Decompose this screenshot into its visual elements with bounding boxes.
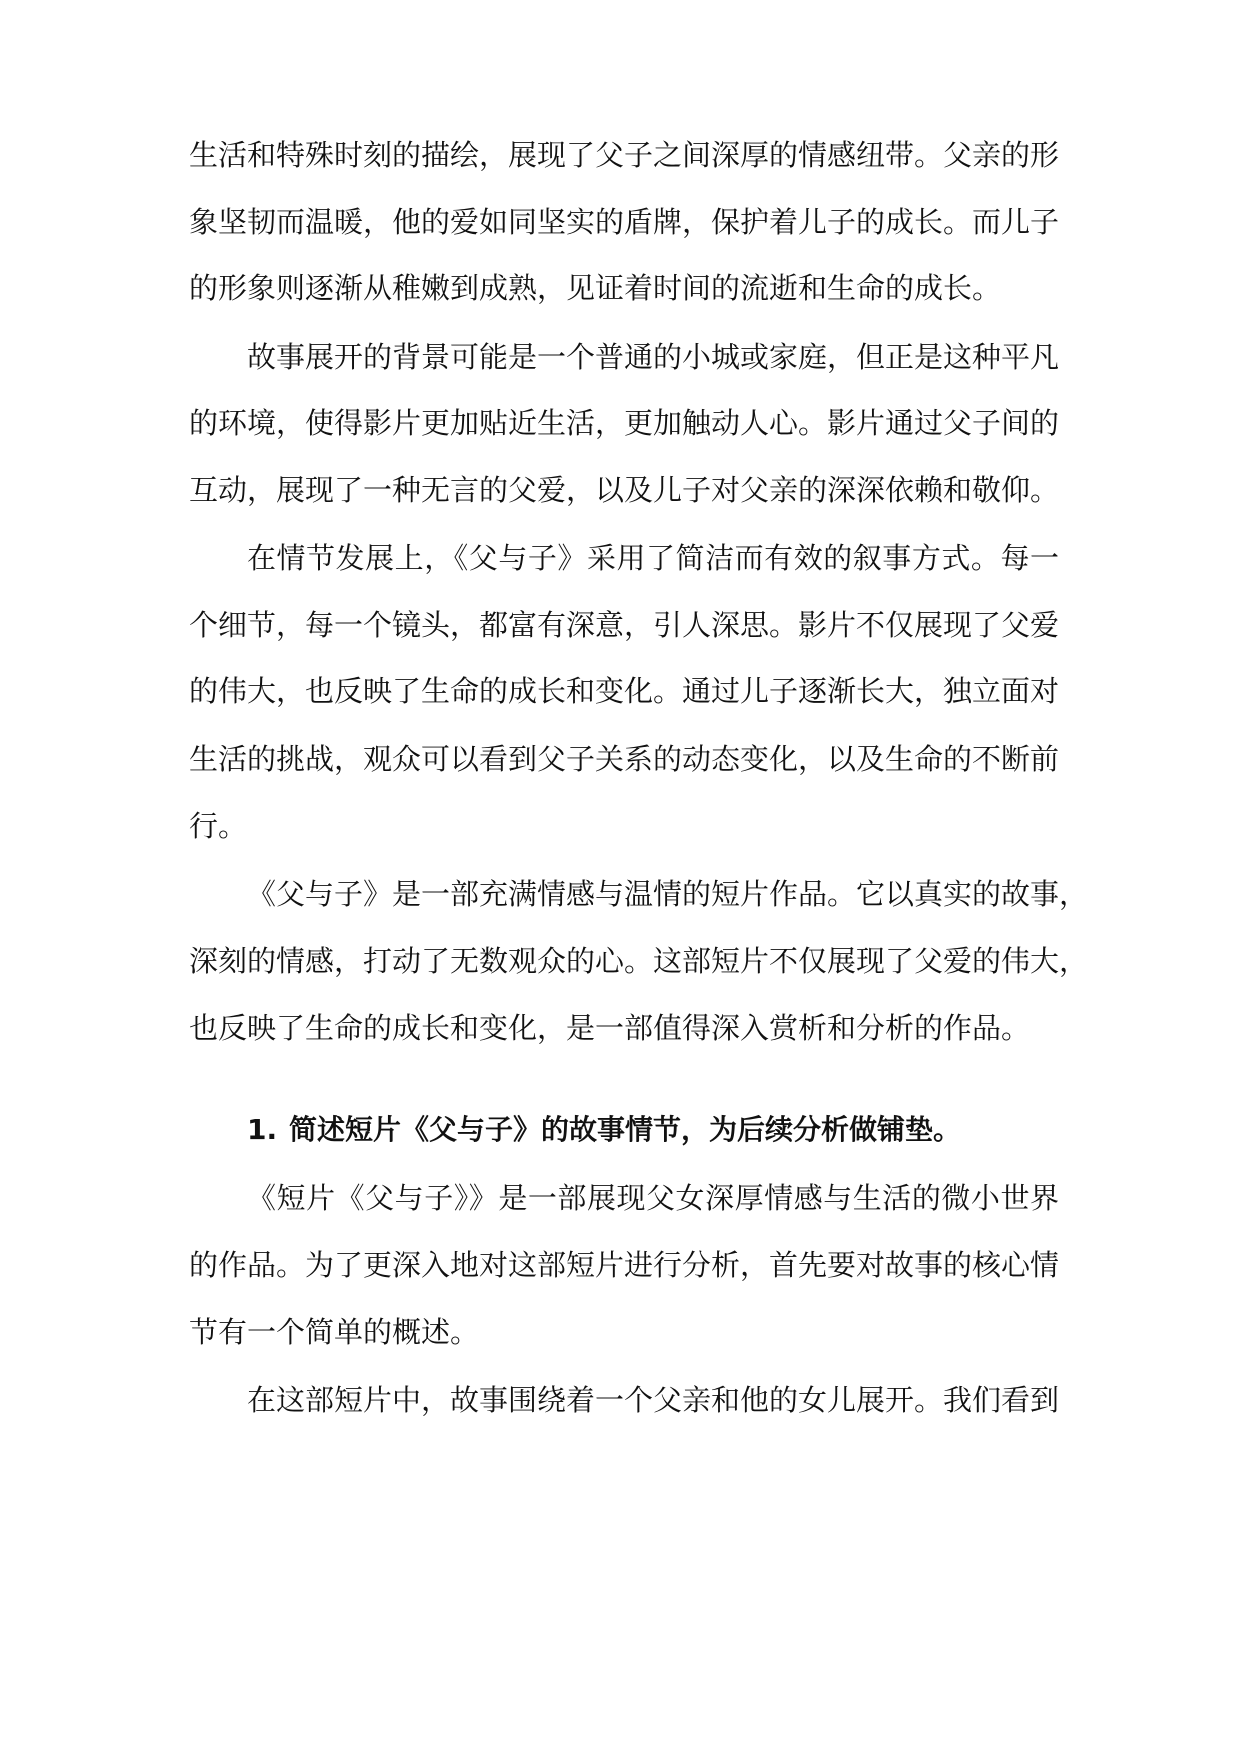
paragraph-line: 也反映了生命的成长和变化，是一部值得深入赏析和分析的作品。 [189, 1011, 1031, 1045]
paragraph-line: 的形象则逐渐从稚嫩到成熟，见证着时间的流逝和生命的成长。 [189, 271, 1002, 305]
paragraph-line: 在情节发展上，《父与子》采用了简洁而有效的叙事方式。每一 [247, 541, 1059, 575]
paragraph-line: 的伟大，也反映了生命的成长和变化。通过儿子逐渐长大，独立面对 [189, 674, 1060, 708]
paragraph-line: 《短片《父与子》》是一部展现父女深厚情感与生活的微小世界 [247, 1181, 1059, 1215]
paragraph-line: 生活的挑战，观众可以看到父子关系的动态变化，以及生命的不断前 [189, 742, 1060, 776]
paragraph-line: 在这部短片中，故事围绕着一个父亲和他的女儿展开。我们看到 [247, 1383, 1060, 1417]
section-title: 简述短片《父与子》的故事情节，为后续分析做铺垫。 [289, 1113, 962, 1146]
paragraph-line: 个细节，每一个镜头，都富有深意，引人深思。影片不仅展现了父爱 [189, 608, 1060, 642]
paragraph-line: 深刻的情感，打动了无数观众的心。这部短片不仅展现了父爱的伟大， [189, 944, 1089, 978]
paragraph-line: 行。 [189, 809, 248, 843]
paragraph-line: 生活和特殊时刻的描绘，展现了父子之间深厚的情感纽带。父亲的形 [189, 138, 1060, 172]
paragraph-line: 故事展开的背景可能是一个普通的小城或家庭，但正是这种平凡 [247, 340, 1060, 374]
paragraph-line: 互动，展现了一种无言的父爱，以及儿子对父亲的深深依赖和敬仰。 [189, 473, 1060, 507]
paragraph-line: 节有一个简单的概述。 [189, 1315, 480, 1349]
section-heading [247, 1110, 1059, 1150]
paragraph-line: 《父与子》是一部充满情感与温情的短片作品。它以真实的故事， [247, 877, 1089, 911]
paragraph-line: 的作品。为了更深入地对这部短片进行分析，首先要对故事的核心情 [189, 1248, 1060, 1282]
paragraph-line: 的环境，使得影片更加贴近生活，更加触动人心。影片通过父子间的 [189, 406, 1060, 440]
section-number: 1. [247, 1113, 278, 1146]
paragraph-line: 象坚韧而温暖，他的爱如同坚实的盾牌，保护着儿子的成长。而儿子 [189, 205, 1060, 239]
